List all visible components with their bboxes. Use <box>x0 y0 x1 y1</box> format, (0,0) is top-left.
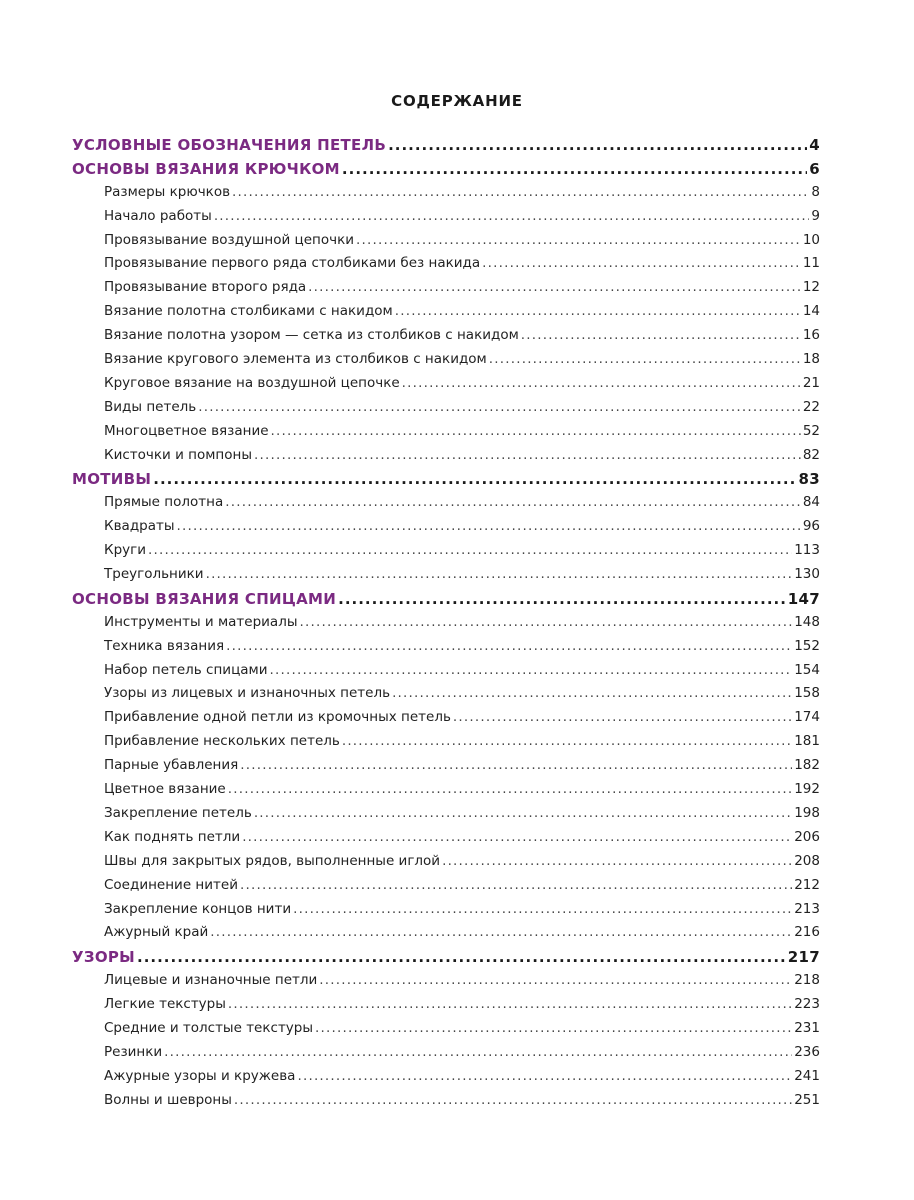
toc-entry-label: Техника вязания <box>104 637 225 654</box>
toc-page-number: 251 <box>794 1091 820 1108</box>
toc-entry-label: Начало работы <box>104 207 212 224</box>
toc-page-number: 10 <box>802 231 820 248</box>
toc-entry-label: Треугольники <box>104 566 204 583</box>
toc-entry-label: Цветное вязание <box>104 781 226 798</box>
toc-entry-label: Как поднять петли <box>104 828 241 845</box>
toc-page-number: 52 <box>802 422 820 439</box>
dot-leader <box>240 757 792 773</box>
toc-entry-label: Прибавление нескольких петель <box>104 733 340 750</box>
toc-page-number: 217 <box>787 948 820 967</box>
toc-entry[interactable] <box>72 1020 820 1044</box>
toc-entry[interactable] <box>72 303 820 327</box>
toc-page-number: 113 <box>794 542 820 559</box>
toc-entry-label: Закрепление концов нити <box>104 900 292 917</box>
toc-page-number: 9 <box>811 207 820 224</box>
toc-entry[interactable] <box>72 566 820 590</box>
toc-entry-label: Прямые полотна <box>104 494 224 511</box>
toc-entry[interactable] <box>72 781 820 805</box>
toc-entry-label: Закрепление петель <box>104 804 252 821</box>
toc-page-number: 212 <box>794 876 820 893</box>
toc-entry-label: Круги <box>104 542 147 559</box>
toc-entry[interactable] <box>72 279 820 303</box>
toc-entry[interactable] <box>72 924 820 948</box>
toc-entry[interactable] <box>72 996 820 1020</box>
toc-page-number: 208 <box>794 852 820 869</box>
dot-leader <box>482 255 801 271</box>
toc-page-number: 158 <box>794 685 820 702</box>
toc-entry[interactable] <box>72 518 820 542</box>
toc-page-number: 154 <box>794 661 820 678</box>
toc-entry[interactable] <box>72 972 820 996</box>
toc-page-number: 22 <box>802 398 820 415</box>
toc-page-number: 11 <box>802 255 820 272</box>
toc-entry[interactable] <box>72 662 820 686</box>
toc-entry-label: ОСНОВЫ ВЯЗАНИЯ КРЮЧКОМ <box>72 159 340 178</box>
toc-entry[interactable] <box>72 877 820 901</box>
toc-entry-label: Ажурные узоры и кружева <box>104 1067 296 1084</box>
dot-leader <box>232 184 809 200</box>
toc-entry[interactable] <box>72 1092 820 1116</box>
dot-leader <box>228 781 792 797</box>
toc-entry[interactable] <box>72 733 820 757</box>
dot-leader <box>240 877 792 893</box>
toc-page-number: 96 <box>802 518 820 535</box>
dot-leader <box>214 208 810 224</box>
dot-leader <box>297 1068 792 1084</box>
toc-entry[interactable] <box>72 1044 820 1068</box>
dot-leader <box>271 423 801 439</box>
toc-page-number: 130 <box>794 566 820 583</box>
toc-entry-label: Волны и шевроны <box>104 1091 232 1108</box>
toc-section-entry[interactable] <box>72 160 820 184</box>
toc-page-number: 8 <box>811 183 820 200</box>
toc-entry-label: Провязывание первого ряда столбиками без накида <box>104 255 481 272</box>
toc-entry[interactable] <box>72 757 820 781</box>
toc-page-number: 192 <box>794 781 820 798</box>
toc-page-number: 182 <box>794 757 820 774</box>
dot-leader <box>164 1044 792 1060</box>
toc-page-number: 241 <box>794 1067 820 1084</box>
toc-page-number: 181 <box>794 733 820 750</box>
toc-entry[interactable] <box>72 542 820 566</box>
dot-leader <box>388 136 807 154</box>
toc-entry[interactable] <box>72 232 820 256</box>
toc-entry-label: Виды петель <box>104 398 197 415</box>
toc-page-number: 213 <box>794 900 820 917</box>
toc-entry[interactable] <box>72 614 820 638</box>
toc-page-number: 231 <box>794 1019 820 1036</box>
toc-entry-label: УСЛОВНЫЕ ОБОЗНАЧЕНИЯ ПЕТЕЛЬ <box>72 136 387 154</box>
toc-entry-label: УЗОРЫ <box>72 948 136 967</box>
toc-page-number: 14 <box>802 303 820 320</box>
toc-page-number: 206 <box>794 828 820 845</box>
toc-page-number: 18 <box>802 351 820 368</box>
toc-entry[interactable] <box>72 184 820 208</box>
toc-entry-label: Ажурный край <box>104 924 209 941</box>
toc-entry-label: Круговое вязание на воздушной цепочке <box>104 374 400 391</box>
dot-leader <box>177 518 801 534</box>
toc-entry-label: Набор петель спицами <box>104 661 268 678</box>
dot-leader <box>315 1020 792 1036</box>
dot-leader <box>308 279 801 295</box>
toc-entry-label: Швы для закрытых рядов, выполненные иглой <box>104 852 441 869</box>
toc-entry[interactable] <box>72 494 820 518</box>
dot-leader <box>270 662 793 678</box>
dot-leader <box>226 638 792 654</box>
toc-entry-label: Резинки <box>104 1043 163 1060</box>
toc-entry-label: Провязывание второго ряда <box>104 279 307 296</box>
dot-leader <box>402 375 801 391</box>
toc-page-number: 84 <box>802 494 820 511</box>
dot-leader <box>342 160 807 178</box>
toc-entry[interactable] <box>72 853 820 877</box>
toc-entry-label: Легкие текстуры <box>104 996 226 1013</box>
dot-leader <box>442 853 792 869</box>
toc-entry-label: Вязание полотна столбиками с накидом <box>104 303 393 320</box>
dot-leader <box>300 614 793 630</box>
dot-leader <box>198 399 801 415</box>
toc-page-number: 16 <box>802 327 820 344</box>
toc-page-number: 152 <box>794 637 820 654</box>
dot-leader <box>489 351 801 367</box>
toc-entry[interactable] <box>72 375 820 399</box>
toc-entry-label: Прибавление одной петли из кромочных петель <box>104 709 451 726</box>
toc-entry[interactable] <box>72 208 820 232</box>
toc-entry-label: ОСНОВЫ ВЯЗАНИЯ СПИЦАМИ <box>72 589 337 608</box>
toc-entry-label: МОТИВЫ <box>72 470 152 489</box>
toc-entry-label: Средние и толстые текстуры <box>104 1019 314 1036</box>
toc-page-number: 21 <box>802 374 820 391</box>
toc-entry-label: Узоры из лицевых и изнаночных петель <box>104 685 391 702</box>
dot-leader <box>293 901 792 917</box>
toc-entry-label: Соединение нитей <box>104 876 238 893</box>
toc-page-number: 198 <box>794 804 820 821</box>
toc-entry-label: Провязывание воздушной цепочки <box>104 231 355 248</box>
dot-leader <box>453 709 792 725</box>
dot-leader <box>395 303 801 319</box>
toc-section-entry[interactable] <box>72 948 820 972</box>
dot-leader <box>521 327 801 343</box>
toc-entry[interactable] <box>72 805 820 829</box>
toc-page-number: 6 <box>809 159 820 178</box>
dot-leader <box>228 996 792 1012</box>
dot-leader <box>319 972 792 988</box>
toc-page-number: 82 <box>802 446 820 463</box>
toc-page-number: 236 <box>794 1043 820 1060</box>
dot-leader <box>234 1092 792 1108</box>
toc-entry[interactable] <box>72 829 820 853</box>
dot-leader <box>148 542 792 558</box>
toc-entry-label: Размеры крючков <box>104 183 231 200</box>
dot-leader <box>225 494 801 510</box>
toc-page-number: 12 <box>802 279 820 296</box>
page-title: СОДЕРЖАНИЕ <box>391 92 523 110</box>
dot-leader <box>242 829 792 845</box>
toc-entry-label: Вязание полотна узором — сетка из столбиков с накидом <box>104 327 519 344</box>
toc-page-number: 223 <box>794 996 820 1013</box>
toc-entry[interactable] <box>72 1068 820 1092</box>
toc-entry[interactable] <box>72 423 820 447</box>
dot-leader <box>342 733 792 749</box>
dot-leader <box>210 924 792 940</box>
toc-entry[interactable] <box>72 351 820 375</box>
toc-entry[interactable] <box>72 255 820 279</box>
toc-entry[interactable] <box>72 901 820 925</box>
dot-leader <box>356 232 801 248</box>
dot-leader <box>254 447 801 463</box>
toc-entry[interactable] <box>72 709 820 733</box>
dot-leader <box>338 590 786 608</box>
dot-leader <box>137 948 786 966</box>
toc-page-number: 148 <box>794 613 820 630</box>
toc-section-entry[interactable] <box>72 136 820 160</box>
toc-page-number: 83 <box>798 470 820 489</box>
toc-entry[interactable] <box>72 685 820 709</box>
toc-entry-label: Квадраты <box>104 518 175 535</box>
table-of-contents <box>72 136 820 1116</box>
dot-leader <box>206 566 793 582</box>
toc-entry-label: Лицевые и изнаночные петли <box>104 972 318 989</box>
toc-page-number: 147 <box>787 589 820 608</box>
toc-entry[interactable] <box>72 399 820 423</box>
toc-page-number: 174 <box>794 709 820 726</box>
toc-entry-label: Кисточки и помпоны <box>104 446 253 463</box>
toc-entry[interactable] <box>72 447 820 471</box>
toc-section-entry[interactable] <box>72 590 820 614</box>
toc-page-number: 218 <box>794 972 820 989</box>
dot-leader <box>254 805 792 821</box>
dot-leader <box>153 470 796 488</box>
toc-entry[interactable] <box>72 638 820 662</box>
toc-entry-label: Вязание кругового элемента из столбиков с накидом <box>104 351 487 368</box>
toc-page-number: 216 <box>794 924 820 941</box>
toc-page-number: 4 <box>809 136 820 154</box>
dot-leader <box>392 685 792 701</box>
toc-entry[interactable] <box>72 327 820 351</box>
toc-entry-label: Инструменты и материалы <box>104 613 298 630</box>
toc-entry-label: Парные убавления <box>104 757 239 774</box>
toc-section-entry[interactable] <box>72 470 820 494</box>
toc-entry-label: Многоцветное вязание <box>104 422 269 439</box>
